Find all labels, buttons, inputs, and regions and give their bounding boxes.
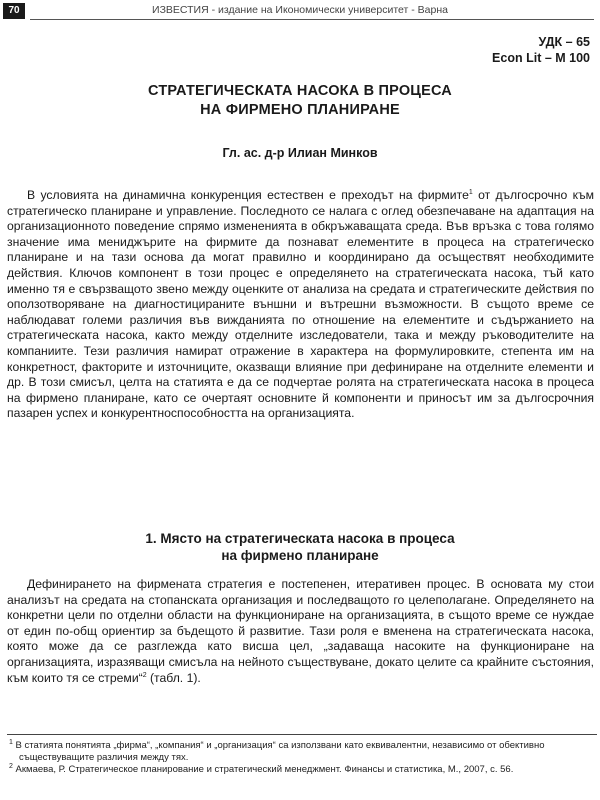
udk-code: УДК – 65 bbox=[538, 35, 590, 49]
footnote-text: Акмаева, Р. Стратегическое планирование и стратегический менеджмент. Финансы и статистика, М., 2007, с. 56. bbox=[15, 764, 514, 775]
footnote-2 bbox=[7, 764, 597, 776]
footnote-mark: 1 bbox=[9, 738, 13, 746]
section1-text-cont: (табл. 1). bbox=[146, 670, 201, 685]
footnote-1 bbox=[7, 740, 597, 763]
section1-text: Дефинирането на фирмената стратегия е постепенен, итеративен процес. В основата му стои анализът на средата на стопанската организация и последващото го целеполагане. Определянето на конкретни цели по отделни области на функциониране на организацията, в същото време се нуждае от един по-общ ориентир за бъдещото й развитие. Тази роля е вменена на стратегическата насока, която може да се разглежда като висша цел, „задаваща насоките на функциониране на организацията, изразяващи смисъла на нейното съществуване, докато целите са крайните състояния, към които тя се стреми“ bbox=[7, 577, 594, 685]
section-heading-line1: 1. Място на стратегическата насока в процеса bbox=[145, 531, 455, 546]
author-name: Гл. ас. д-р Илиан Минков bbox=[222, 146, 378, 160]
section-heading-line2: на фирмено планиране bbox=[221, 548, 379, 563]
footnote-ref-2[interactable]: 2 bbox=[142, 671, 147, 679]
running-head: ИЗВЕСТИЯ - издание на Икономически университет - Варна bbox=[152, 4, 448, 16]
classification-codes bbox=[492, 34, 590, 66]
intro-text: В условията на динамична конкуренция естествен е преходът на фирмите bbox=[27, 188, 469, 202]
article-title-line2: НА ФИРМЕНО ПЛАНИРАНЕ bbox=[200, 102, 400, 118]
section1-paragraph bbox=[7, 577, 594, 686]
page-header bbox=[0, 0, 600, 22]
footnote-ref-1[interactable]: 1 bbox=[468, 188, 473, 196]
header-rule bbox=[30, 19, 594, 20]
article-title bbox=[0, 82, 600, 120]
intro-text-cont: от дългосрочно към стратегическо планиране и управление. Последното се налага с оглед обезпечаване на адаптация на организационното поведение спрямо измененията в обкръжаващата среда. Във връзка с това голямо значение има мениджърите на фирмите да познават елементите в процеса на стратегическо планиране и на тази основа да могат правилно и координирано да осъществят необходимите действия. Ключов компонент в този процес е определянето на стратегическата насока, тъй като именно тя е свързващото звено между оценките от анализа на средата и стратегическите действия по оползотворяване на диагностицираните външни и вътрешни възможности. В същото време се наблюдават големи различия във вижданията по отношение на елементите и съдържанието на стратегическата насока, както между отделните изследователи, така и между ръководителите на компаниите. Тези различия намират отражение в характера на формулировките, степента им на конкретност, факторите и източниците, оказващи влияние при дефиниране на отделните елементи и др. В този смисъл, целта на статията е да се подчертае ролята на стратегическата насока в процеса на фирмено планиране, като се очертаят основните й компоненти и приносът им за дългосрочния пазарен успех и конкурентноспособността на организацията. bbox=[7, 188, 594, 421]
footnotes bbox=[7, 734, 597, 777]
footnote-mark: 2 bbox=[9, 762, 13, 770]
page-number: 70 bbox=[3, 3, 25, 19]
article-title-line1: СТРАТЕГИЧЕСКАТА НАСОКА В ПРОЦЕСА bbox=[148, 83, 452, 99]
intro-paragraph bbox=[7, 188, 594, 422]
section-heading bbox=[0, 530, 600, 564]
footnote-text: В статията понятията „фирма“, „компания“ и „организация“ са използвани като еквивалентни, независимо от обективно съществуващите различия между тях. bbox=[15, 740, 545, 763]
econ-lit-code: Econ Lit – M 100 bbox=[492, 51, 590, 65]
